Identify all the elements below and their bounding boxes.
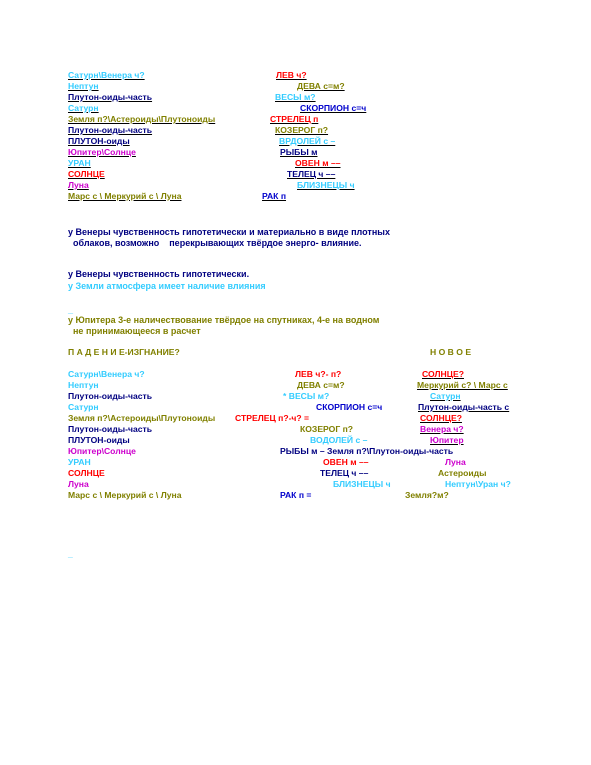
table2-row-mid-text: КОЗЕРОГ п?	[300, 424, 354, 434]
table1-row-right-text: СТРЕЛЕЦ п	[270, 114, 319, 124]
table2-row-mid-text: ВОДОЛЕЙ с –	[310, 435, 368, 445]
table2-row-mid-text: * ВЕСЫ м?	[283, 391, 330, 401]
table1-row-left-text: Земля п?\Астероиды\Плутоноиды	[68, 114, 216, 124]
table1-row-right-text: БЛИЗНЕЦЫ ч	[297, 180, 355, 190]
table2-row-right	[422, 370, 464, 379]
table1-row-right-text: ОВЕН м ––	[295, 158, 341, 168]
table2-row-left-text: Сатурн\Венера ч?	[68, 369, 145, 379]
table2-row-right-text: Луна	[445, 457, 466, 467]
table2-row-mid	[280, 491, 311, 500]
table1-row-left-text: Марс с \ Меркурий с \ Луна	[68, 191, 182, 201]
table2-row-right-text: Венера ч?	[420, 424, 464, 434]
table2-row-mid	[295, 370, 341, 379]
table2-row-mid	[316, 403, 382, 412]
table1-row-right	[275, 126, 328, 135]
table1-row-left	[68, 159, 91, 168]
table1-row-left-text: Сатурн\Венера ч?	[68, 70, 145, 80]
paragraph-jupiter: у Юпитера 3-е наличествование твёрдое на спутниках, 4-е на водном не принимающееся в расчет	[68, 315, 380, 336]
table1-row-right-text: ЛЕВ ч?	[276, 70, 307, 80]
table1-row-left	[68, 71, 145, 80]
table2-row-right	[445, 458, 466, 467]
table1-row-right	[300, 104, 366, 113]
table2-row-mid	[323, 458, 369, 467]
table1-row-left-text: Луна	[68, 180, 89, 190]
table1-row-left	[68, 104, 99, 113]
table2-row-mid	[333, 480, 391, 489]
table2-row-left	[68, 458, 91, 467]
table2-row-right-text: Астероиды	[438, 468, 487, 478]
table1-row-right	[297, 181, 355, 190]
table1-row-right-text: ВРДОЛЕЙ с –	[279, 136, 336, 146]
table1-row-left-text: Нептун	[68, 81, 99, 91]
table2-row-mid-text: РАК п =	[280, 490, 312, 500]
table1-row-right	[276, 71, 307, 80]
table1-row-left-text: Плутон-оиды-часть	[68, 125, 153, 135]
table2-row-right	[430, 436, 464, 445]
table2-row-right	[417, 381, 508, 390]
table1-row-right	[279, 137, 335, 146]
table2-row-left-text: Луна	[68, 479, 89, 489]
table1-row-right	[297, 82, 345, 91]
table2-row-left	[68, 414, 215, 423]
table2-row-right	[430, 392, 461, 401]
table2-row-mid-text: ТЕЛЕЦ ч ––	[320, 468, 369, 478]
table2-row-left-text: Сатурн	[68, 402, 99, 412]
table2-row-right-text: Меркурий с? \ Марс с	[417, 380, 508, 390]
table1-row-left-text: СОЛНЦЕ	[68, 169, 105, 179]
table1-row-left	[68, 192, 181, 201]
table2-row-right-text: Плутон-оиды-часть с	[418, 402, 510, 412]
table1-row-right-text: РАК п	[262, 191, 287, 201]
table1-row-right	[280, 148, 317, 157]
table1-row-left	[68, 82, 99, 91]
table2-row-left	[68, 381, 99, 390]
table2-row-left	[68, 469, 105, 478]
table1-row-left	[68, 170, 105, 179]
table2-row-mid-text: ДЕВА с=м?	[297, 380, 345, 390]
dash-marker-2: _	[68, 549, 73, 559]
table2-row-mid-text: РЫБЫ м – Земля п?\Плутон-оиды-часть	[280, 446, 454, 456]
paragraph-earth: у Земли атмосфера имеет наличие влияния	[68, 281, 266, 291]
table2-row-mid	[235, 414, 309, 423]
table2-row-right	[438, 469, 486, 478]
table2-row-left-text: Юпитер\Солнце	[68, 446, 136, 456]
table2-row-left-text: Земля п?\Астероиды\Плутоноиды	[68, 413, 216, 423]
paragraph-venus-2: у Венеры чувственность гипотетически.	[68, 269, 250, 279]
table2-row-right-text: Земля?м?	[405, 490, 449, 500]
table2-row-mid	[320, 469, 368, 478]
table2-row-right-text: СОЛНЦЕ?	[420, 413, 462, 423]
table2-row-left-text: Плутон-оиды-часть	[68, 391, 153, 401]
paragraph-venus-1: у Венеры чувственность гипотетически и материально в виде плотных облаков, возможно перекрывающих твёрдое энерго- влияние.	[68, 227, 390, 248]
table1-row-right	[287, 170, 335, 179]
table1-row-left	[68, 126, 152, 135]
table1-row-left	[68, 137, 130, 146]
table2-row-mid-text: СКОРПИОН с=ч	[316, 402, 383, 412]
table1-row-right-text: СКОРПИОН с=ч	[300, 103, 367, 113]
table1-row-right-text: РЫБЫ м	[280, 147, 318, 157]
table2-row-left-text: Плутон-оиды-часть	[68, 424, 153, 434]
table2-row-left-text: СОЛНЦЕ	[68, 468, 105, 478]
table1-row-left-text: УРАН	[68, 158, 91, 168]
table2-row-left	[68, 447, 136, 456]
table2-row-mid	[283, 392, 329, 401]
table2-row-left	[68, 480, 89, 489]
table2-row-mid	[300, 425, 353, 434]
table1-row-left-text: Сатурн	[68, 103, 99, 113]
table2-row-mid-text: СТРЕЛЕЦ п?-ч? =	[235, 413, 310, 423]
table2-row-left	[68, 403, 99, 412]
table1-row-left	[68, 115, 215, 124]
table1-row-left	[68, 181, 89, 190]
table1-row-right-text: ВЕСЫ м?	[275, 92, 316, 102]
table1-row-right	[295, 159, 341, 168]
table1-row-left	[68, 93, 152, 102]
table2-row-left	[68, 425, 152, 434]
table2-row-mid	[297, 381, 345, 390]
table1-row-right	[270, 115, 318, 124]
table2-row-right-text: СОЛНЦЕ?	[422, 369, 464, 379]
table2-row-right-text: Нептун\Уран ч?	[445, 479, 511, 489]
heading-new: Н О В О Е	[430, 347, 472, 357]
dash-marker-1: _	[68, 305, 74, 315]
table2-row-left	[68, 436, 130, 445]
table2-row-left-text: Марс с \ Меркурий с \ Луна	[68, 490, 182, 500]
table2-row-right	[420, 425, 464, 434]
heading-fall-exile: П А Д Е Н И Е-ИЗГНАНИЕ?	[68, 347, 180, 357]
table1-row-right-text: ТЕЛЕЦ ч ––	[287, 169, 336, 179]
table2-row-mid-text: ЛЕВ ч?- п?	[295, 369, 342, 379]
table2-row-left-text: УРАН	[68, 457, 91, 467]
table2-row-left	[68, 491, 181, 500]
table2-row-left	[68, 370, 145, 379]
table1-row-left-text: Юпитер\Солнце	[68, 147, 136, 157]
table2-row-mid	[280, 447, 453, 456]
table2-row-right	[445, 480, 511, 489]
table1-row-right	[262, 192, 286, 201]
table2-row-mid	[310, 436, 367, 445]
table1-row-right	[275, 93, 316, 102]
table1-row-left	[68, 148, 136, 157]
table2-row-right	[420, 414, 462, 423]
table2-row-right-text: Юпитер	[430, 435, 464, 445]
table2-row-left	[68, 392, 152, 401]
table2-row-right-text: Сатурн	[430, 391, 461, 401]
table2-row-mid-text: ОВЕН м ––	[323, 457, 369, 467]
table2-row-right	[418, 403, 509, 412]
table1-row-right-text: ДЕВА с=м?	[297, 81, 345, 91]
table2-row-right	[405, 491, 449, 500]
table1-row-left-text: ПЛУТОН-оиды	[68, 136, 130, 146]
table1-row-left-text: Плутон-оиды-часть	[68, 92, 153, 102]
table2-row-left-text: ПЛУТОН-оиды	[68, 435, 130, 445]
table2-row-left-text: Нептун	[68, 380, 99, 390]
table1-row-right-text: КОЗЕРОГ п?	[275, 125, 329, 135]
table2-row-mid-text: БЛИЗНЕЦЫ ч	[333, 479, 391, 489]
